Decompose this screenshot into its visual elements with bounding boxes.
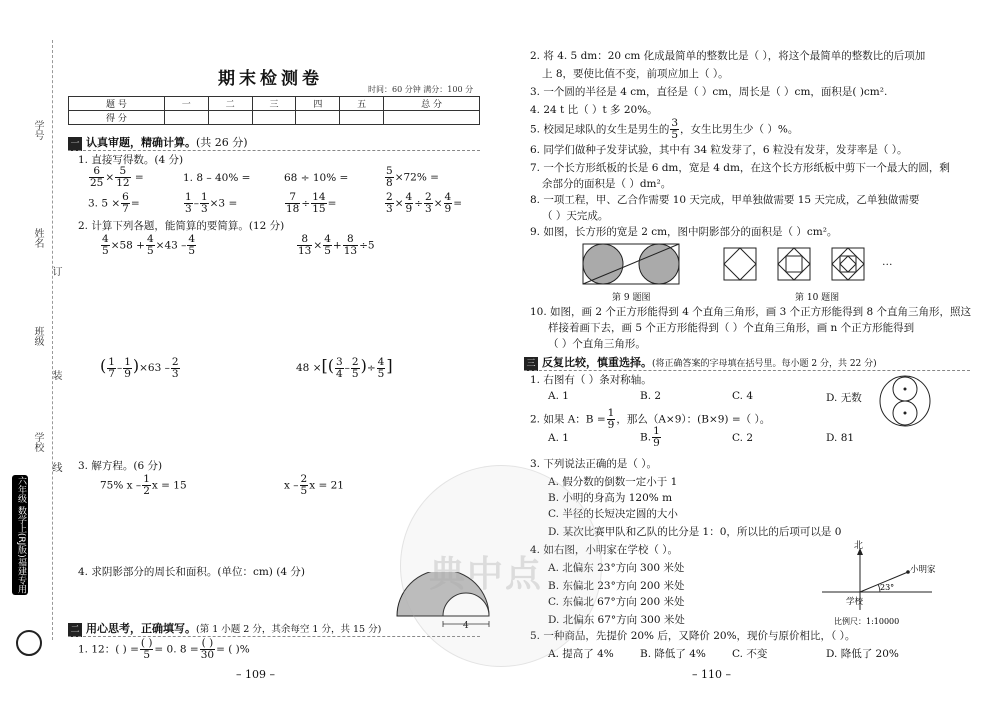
option-letter: B. — [640, 431, 652, 444]
denominator: 3 — [171, 367, 179, 380]
fill-question-2-line1: 2. 将 4. 5 dm：20 cm 化成最简单的整数比是（ ），将这个最简单的整数比的后项加 — [530, 50, 926, 62]
option-d[interactable]: D. 北偏东 67°方向 300 米处 — [548, 614, 685, 626]
denominator: 5 — [377, 367, 385, 380]
expression-head: x – — [284, 479, 299, 492]
numerator: 2 — [171, 355, 179, 368]
strip-cut-label-2: 装 — [50, 370, 61, 380]
denominator: 30 — [200, 649, 215, 661]
numerator: 4 — [377, 355, 385, 368]
figure-9 — [582, 242, 684, 288]
option-c[interactable]: C. 不变 — [732, 648, 768, 660]
time-info: 时间：60 分钟 满分：100 分 — [368, 85, 474, 94]
denominator: 9 — [405, 203, 413, 215]
equals: = — [134, 171, 144, 184]
option-b[interactable] — [640, 426, 662, 449]
denominator: 15 — [312, 203, 326, 215]
denominator: 12 — [116, 177, 130, 189]
section-number: 一 — [68, 137, 82, 151]
denominator: 25 — [90, 177, 104, 189]
calc-item-2a — [100, 234, 197, 257]
equals: = — [453, 197, 462, 210]
question-1-4: 4. 求阴影部分的周长和面积。(单位：cm) (4 分) — [78, 566, 305, 578]
denominator: 18 — [286, 203, 300, 215]
mascot-icon — [16, 630, 42, 656]
denominator: 7 — [108, 367, 115, 380]
calc-item-b: 1. 8 – 40% = — [183, 172, 251, 184]
grade-tag: 六年级 数学上(RJ版)福建专用 — [12, 475, 28, 595]
numerator: 4 — [146, 233, 154, 245]
equals: = — [130, 197, 140, 210]
option-c[interactable]: C. 2 — [732, 432, 754, 444]
choice-question-1: 1. 右图有（ ）条对称轴。 — [530, 374, 652, 386]
fill-question-8-line2: （ ）天完成。 — [542, 210, 609, 222]
numerator: 5 — [386, 165, 393, 177]
option-c[interactable]: C. 东偏北 67°方向 200 米处 — [548, 596, 685, 608]
choice-question-3: 3. 下列说法正确的是（ ）。 — [530, 458, 657, 470]
direction-map — [822, 540, 952, 630]
denominator: 8 — [386, 177, 393, 189]
equation-b — [284, 474, 344, 497]
option-b[interactable]: B. 东偏北 23°方向 200 米处 — [548, 580, 685, 592]
denominator: 5 — [188, 245, 196, 257]
numerator: 4 — [102, 233, 109, 245]
fill-question-10-line1: 10. 如图，画 2 个正方形能得到 4 个直角三角形，画 3 个正方形能得到 8 个直角三角形，照这 — [530, 306, 971, 318]
table-cell[interactable] — [208, 111, 252, 125]
expression-tail: ，那么（A×9）：(B×9) =（ ）。 — [616, 413, 771, 426]
fill-question-9: 9. 如图，长方形的宽是 2 cm，图中阴影部分的面积是（ ）cm²。 — [530, 226, 838, 238]
denominator: 3 — [386, 203, 393, 215]
fill-question-7-line1: 7. 一个长方形纸板的长是 6 dm，宽是 4 dm，在这个长方形纸板中剪下一个最大的圆，剩 — [530, 162, 950, 174]
score-table-header-row — [69, 97, 480, 111]
calc-item-2c: ( $\frac{1}{7}$ – $\frac{1}{9}$ )×63 – $\frac{2}{3}$ — [100, 355, 179, 380]
section-2-header — [68, 620, 381, 637]
question-1-3: 3. 解方程。(6 分) — [78, 460, 163, 472]
numerator: 7 — [285, 192, 300, 204]
score-table — [68, 96, 480, 125]
denominator: 5 — [143, 649, 150, 661]
numerator: 1 — [200, 191, 208, 203]
denominator: 2 — [143, 485, 150, 497]
numerator: 8 — [297, 234, 312, 246]
equation-a — [100, 474, 187, 497]
numerator: 14 — [312, 191, 326, 203]
section-title: 反复比较，慎重选择。 — [542, 356, 652, 369]
section-score: (共 26 分) — [196, 136, 248, 149]
expression-head: 48 × — [296, 362, 322, 374]
binding-strip — [0, 0, 61, 713]
fill-question-5 — [530, 118, 798, 141]
numerator: 1 — [108, 355, 115, 368]
strip-cut-label-0: 线 — [50, 462, 61, 472]
numerator: 6 — [122, 191, 129, 203]
numerator: 1 — [124, 355, 131, 368]
calc-item-h: $\frac{2}{3}$ × $\frac{4}{9}$ ÷ $\frac{2}{3}$ × $\frac{4}{9}$ = — [386, 191, 462, 215]
denominator: 9 — [444, 203, 452, 215]
numerator: 2 — [351, 355, 359, 368]
fill-question-2-line2: 上 8，要使比值不变，前项应加上（ ）。 — [542, 68, 729, 80]
option-d[interactable]: D. 某次比赛甲队和乙队的比分是 1：0，所以比的后项可以是 0 — [548, 526, 842, 538]
option-a[interactable]: A. 1 — [548, 390, 569, 402]
option-b[interactable]: B. 2 — [640, 390, 662, 402]
calc-item-f: $\frac{1}{3}$ – $\frac{1}{3}$ ×3 = — [185, 191, 238, 215]
table-cell: 二 — [208, 97, 252, 111]
table-cell: 三 — [252, 97, 296, 111]
section-1-header — [68, 134, 248, 151]
answer-blank[interactable]: ( ) — [140, 637, 153, 649]
option-a[interactable]: A. 1 — [548, 432, 569, 444]
question-1-1: 1. 直接写得数。(4 分) — [78, 154, 184, 166]
figure-10 — [722, 246, 872, 282]
answer-blank[interactable]: ( ) — [201, 637, 214, 649]
expression-tail: x = 21 — [309, 479, 344, 492]
section-score: (将正确答案的字母填在括号里。每小题 2 分，共 22 分) — [652, 359, 877, 369]
calc-item-c: 68 ÷ 10% = — [284, 172, 349, 184]
watermark-text: 典中点 — [429, 554, 544, 595]
numerator: 1 — [143, 473, 150, 485]
table-cell[interactable] — [384, 111, 480, 125]
denominator: 3 — [200, 203, 208, 215]
table-cell[interactable] — [164, 111, 208, 125]
expression-tail: ×72% = — [394, 171, 439, 184]
expression-tail: ，女生比男生少（ ）%。 — [680, 123, 799, 136]
section-title: 用心思考，正确填写。 — [86, 622, 196, 635]
numerator: 2 — [386, 191, 393, 203]
numerator: 1 — [607, 407, 615, 419]
fill-question-1 — [78, 638, 250, 661]
strip-label-school: 学校 — [32, 432, 43, 452]
calc-item-a: $\frac{6}{25}$ × $\frac{5}{12}$ = — [90, 165, 144, 189]
fill-question-4: 4. 24 t 比（ ）t 多 20%。 — [530, 104, 658, 116]
cut-line — [52, 40, 54, 640]
score-table-score-row — [69, 111, 480, 125]
section-title: 认真审题，精确计算。 — [86, 136, 196, 149]
section-score: (第 1 小题 2 分，其余每空 1 分，共 15 分) — [196, 624, 382, 635]
question-1-2: 2. 计算下列各题，能简算的要简算。(12 分) — [78, 220, 285, 232]
denominator: 3 — [185, 203, 192, 215]
option-a[interactable]: A. 提高了 4% — [548, 648, 614, 660]
section-3-header — [524, 354, 877, 371]
denominator: 3 — [425, 203, 432, 215]
denominator: 5 — [324, 245, 331, 257]
numerator: 4 — [324, 233, 331, 245]
denominator: 7 — [122, 203, 129, 215]
denominator: 5 — [671, 129, 679, 141]
watermark-logo — [400, 465, 602, 667]
fill-question-8-line1: 8. 一项工程，甲、乙合作需要 10 天完成，甲单独做需要 15 天完成，乙单独做需要 — [530, 194, 920, 206]
calc-item-e — [88, 192, 140, 215]
fill-question-10-line3: （ ）个直角三角形。 — [548, 338, 646, 350]
calc-item-d — [384, 166, 439, 189]
expression-mid: ×58 + — [110, 239, 145, 252]
option-d[interactable]: D. 无数 — [826, 392, 862, 404]
expression-head: 2. 如果 A：B = — [530, 413, 606, 426]
numerator: 1 — [653, 425, 660, 437]
table-cell: 一 — [164, 97, 208, 111]
strip-label-name: 姓名 — [32, 228, 43, 248]
circle-symmetry-figure — [878, 374, 932, 428]
figure-10-caption: 第 10 题图 — [795, 293, 840, 303]
denominator: 13 — [298, 245, 312, 257]
numerator: 8 — [343, 234, 358, 246]
section-number: 三 — [524, 357, 538, 371]
option-a[interactable]: A. 假分数的倒数一定小于 1 — [548, 476, 678, 488]
figure-10-ellipsis: … — [882, 256, 893, 268]
numerator: 2 — [425, 191, 432, 203]
numerator: 5 — [115, 166, 130, 178]
table-cell: 总 分 — [384, 97, 480, 111]
choice-question-4: 4. 如右图，小明家在学校（ ）。 — [530, 544, 678, 556]
numerator: 6 — [89, 166, 104, 178]
fill-question-7-line2: 余部分的面积是（ ）dm²。 — [542, 178, 672, 190]
fill-question-3: 3. 一个圆的半径是 4 cm，直径是（ ）cm，周长是（ ）cm，面积是( )cm². — [530, 86, 888, 98]
denominator: 5 — [351, 367, 359, 380]
table-cell: 得 分 — [69, 111, 165, 125]
numerator: 1 — [185, 191, 192, 203]
choice-question-5: 5. 一种商品，先提价 20% 后，又降价 20%，现价与原价相比，（ ）。 — [530, 630, 856, 642]
denominator: 9 — [124, 367, 131, 380]
equals: = — [327, 197, 337, 210]
expression-mid: ×43 – — [155, 239, 187, 252]
numerator: 3 — [671, 117, 679, 129]
expression-mid: = 0. 8 = — [154, 643, 199, 656]
option-b[interactable]: B. 降低了 4% — [640, 648, 706, 660]
table-cell[interactable] — [340, 111, 384, 125]
option-a[interactable]: A. 北偏东 23°方向 300 米处 — [548, 562, 685, 574]
home-label: 小明家 — [910, 565, 936, 575]
table-cell: 五 — [340, 97, 384, 111]
denominator: 5 — [102, 245, 109, 257]
expression-tail: ÷5 — [359, 239, 375, 252]
denominator: 9 — [607, 419, 615, 431]
table-cell[interactable] — [296, 111, 340, 125]
section-number: 二 — [68, 623, 82, 637]
strip-label-student-id: 学号 — [32, 120, 43, 140]
table-cell: 四 — [296, 97, 340, 111]
expression-mid: ×63 – — [139, 362, 170, 374]
denominator: 9 — [653, 437, 660, 449]
table-cell: 题 号 — [69, 97, 165, 111]
school-label: 学校 — [846, 597, 864, 607]
calc-item-2d: 48 ×[( $\frac{3}{4}$ – $\frac{2}{5}$ )÷ $\frac{4}{5}$ ] — [296, 355, 393, 380]
option-c[interactable]: C. 半径的长短决定圆的大小 — [548, 508, 678, 520]
fill-question-10-line2: 样接着画下去，画 5 个正方形能得到（ ）个直角三角形，画 n 个正方形能得到 — [548, 322, 915, 334]
expression-head: 3. 5 × — [88, 197, 121, 210]
expression-tail: ×3 = — [209, 197, 238, 210]
north-label: 北 — [854, 541, 864, 551]
denominator: 4 — [335, 367, 343, 380]
scale-label: 比例尺：1:10000 — [834, 617, 900, 626]
page-title: 期末检测卷 — [218, 69, 323, 89]
denominator: 5 — [146, 245, 154, 257]
page-number: – 110 – — [692, 668, 731, 681]
table-cell[interactable] — [252, 111, 296, 125]
expression-head: 5. 校园足球队的女生是男生的 — [530, 123, 670, 136]
option-c[interactable]: C. 4 — [732, 390, 754, 402]
option-b[interactable]: B. 小明的身高为 120% m — [548, 492, 673, 504]
denominator: 13 — [343, 245, 358, 257]
fill-question-6: 6. 同学们做种子发芽试验，其中有 34 粒发芽了，6 粒没有发芽，发芽率是（ ）。 — [530, 144, 908, 156]
numerator: 4 — [405, 191, 413, 203]
expression-head: 1. 12：( ) = — [78, 643, 139, 656]
numerator: 3 — [335, 355, 343, 368]
dimension-label: 4 — [463, 621, 469, 631]
angle-label: 23° — [880, 583, 895, 592]
page-number: – 109 – — [236, 668, 275, 681]
numerator: 2 — [300, 473, 308, 485]
figure-9-caption: 第 9 题图 — [612, 293, 651, 303]
strip-label-class: 班级 — [32, 326, 43, 346]
calc-item-2b: $\frac{8}{13}$ × $\frac{4}{5}$ + $\frac{8}{13}$ ÷5 — [298, 233, 375, 257]
denominator: 5 — [300, 485, 308, 497]
numerator: 4 — [188, 233, 196, 245]
expression-tail: x = 15 — [151, 479, 187, 492]
calc-item-g: $\frac{7}{18}$ ÷ $\frac{14}{15}$ = — [286, 191, 337, 215]
expression-tail: = ( )% — [216, 643, 250, 656]
expression-head: 75% x – — [100, 479, 142, 492]
option-d[interactable]: D. 降低了 20% — [826, 648, 899, 660]
numerator: 4 — [444, 191, 452, 203]
option-d[interactable]: D. 81 — [826, 432, 855, 444]
strip-cut-label-1: 订 — [50, 266, 61, 276]
